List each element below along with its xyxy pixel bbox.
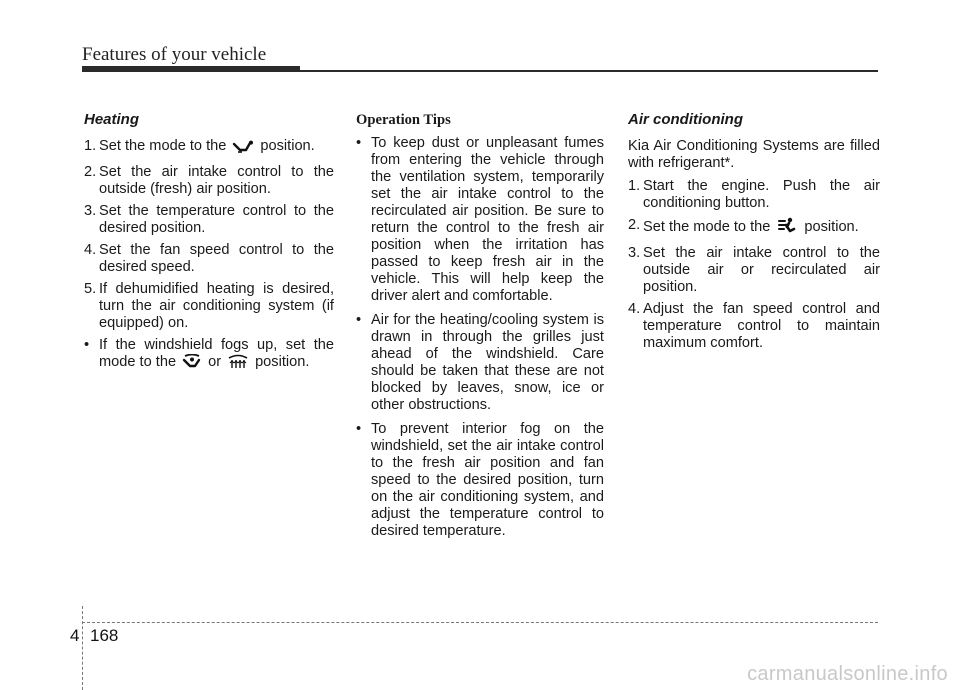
tips-bullet-2 bbox=[356, 312, 604, 414]
page-number: 168 bbox=[90, 626, 119, 645]
face-mode-icon bbox=[776, 217, 798, 240]
ac-column bbox=[628, 111, 880, 357]
step-text: Adjust the fan speed control and temperature control to maintain maximum comfort. bbox=[643, 301, 880, 351]
step-number: 4. bbox=[628, 301, 641, 317]
bullet-mark: • bbox=[84, 337, 90, 353]
tips-column bbox=[356, 111, 604, 547]
footer-divider bbox=[82, 606, 83, 690]
bullet-mark: • bbox=[356, 312, 362, 328]
ac-step-2 bbox=[628, 217, 880, 240]
step-text: Set the air intake control to the outside (fresh) air position. bbox=[99, 164, 334, 197]
ac-step-4 bbox=[628, 301, 880, 352]
header-rule bbox=[300, 70, 878, 72]
step-number: 4. bbox=[84, 242, 97, 258]
step-text-after: position. bbox=[804, 219, 859, 235]
bullet-mark: • bbox=[356, 421, 362, 437]
step-text: Set the fan speed control to the desired speed. bbox=[99, 242, 334, 275]
chapter-number: 4 bbox=[70, 626, 80, 645]
heating-step-2 bbox=[84, 164, 334, 198]
header-bar bbox=[82, 66, 300, 72]
step-text: Set the temperature control to the desired position. bbox=[99, 203, 334, 236]
step-number: 3. bbox=[628, 245, 641, 261]
ac-step-1 bbox=[628, 178, 880, 212]
heating-step-5 bbox=[84, 281, 334, 332]
step-number: 3. bbox=[84, 203, 97, 219]
step-number: 1. bbox=[628, 178, 641, 194]
bullet-text-after: position. bbox=[255, 354, 310, 370]
watermark: carmanualsonline.info bbox=[747, 663, 948, 685]
step-number: 2. bbox=[628, 217, 641, 233]
heating-step-4 bbox=[84, 242, 334, 276]
bullet-text: To prevent interior fog on the windshield, set the air intake control to the fresh air position and fan speed to the desired position, turn on the air conditioning system, and adjust the temperature control to desired temperature. bbox=[371, 421, 604, 539]
floor-defrost-mode-icon bbox=[182, 354, 202, 375]
bullet-text: Air for the heating/cooling system is drawn in through the grilles just ahead of the windshield. Care should be taken that these are not blocked by leaves, snow, ice or other obstructions. bbox=[371, 312, 604, 413]
tips-bullets bbox=[356, 135, 604, 540]
step-number: 2. bbox=[84, 164, 97, 180]
step-text: Set the air intake control to the outside air or recirculated air position. bbox=[643, 245, 880, 295]
defrost-mode-icon bbox=[227, 354, 249, 375]
bullet-text-or: or bbox=[208, 354, 222, 370]
step-text: If dehumidified heating is desired, turn the air conditioning system (if equipped) on. bbox=[99, 281, 334, 331]
ac-step-3 bbox=[628, 245, 880, 296]
floor-mode-icon bbox=[232, 140, 254, 159]
step-text: Set the mode to the bbox=[99, 138, 227, 154]
heating-step-1 bbox=[84, 138, 334, 159]
footer-rule bbox=[82, 622, 878, 623]
bullet-text: If the windshield fogs up, set the mode to the bbox=[99, 337, 334, 370]
step-text-after: position. bbox=[260, 138, 315, 154]
header-title: Features of your vehicle bbox=[82, 44, 267, 65]
step-number: 5. bbox=[84, 281, 97, 297]
ac-title: Air conditioning bbox=[628, 111, 743, 128]
heating-bullets bbox=[84, 337, 334, 375]
step-text: Set the mode to the bbox=[643, 219, 771, 235]
step-text: Start the engine. Push the air conditioning button. bbox=[643, 178, 880, 211]
heating-step-3 bbox=[84, 203, 334, 237]
heating-steps bbox=[84, 138, 334, 332]
heating-title: Heating bbox=[84, 111, 140, 128]
bullet-text: To keep dust or unpleasant fumes from entering the vehicle through the ventilation system, temporarily set the air intake control to the recirculated air position. Be sure to return the control to the fresh air position when the irritation has passed to keep fresh air in the vehicle. This will help keep the driver alert and comfortable. bbox=[371, 135, 604, 304]
step-number: 1. bbox=[84, 138, 97, 154]
tips-bullet-3 bbox=[356, 421, 604, 540]
heating-bullet bbox=[84, 337, 334, 375]
bullet-mark: • bbox=[356, 135, 362, 151]
ac-intro: Kia Air Conditioning Systems are filled with refrigerant*. bbox=[628, 138, 880, 171]
tips-title: Operation Tips bbox=[356, 112, 451, 128]
tips-bullet-1 bbox=[356, 135, 604, 305]
ac-steps bbox=[628, 178, 880, 352]
heating-column bbox=[84, 111, 334, 382]
